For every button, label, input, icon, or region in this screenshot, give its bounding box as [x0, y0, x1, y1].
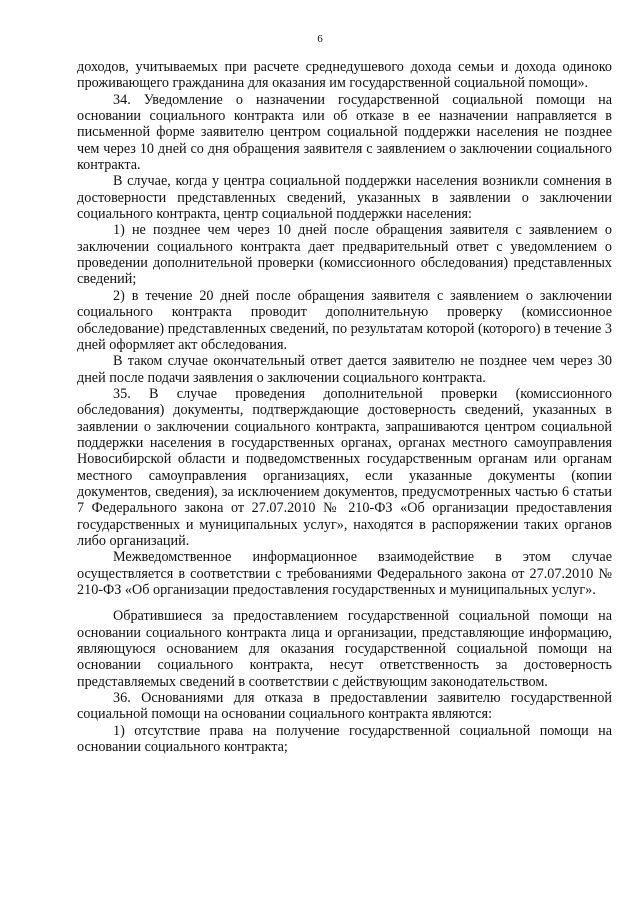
- page-number: 6: [317, 33, 323, 45]
- paragraph: доходов, учитываемых при расчете среднедушевого дохода семьи и дохода одиноко проживающего гражданина для оказания им государственной социальной помощи».: [77, 59, 612, 92]
- paragraph: В таком случае окончательный ответ дается заявителю не позднее чем через 30 дней после подачи заявления о заключении социального контракта.: [77, 353, 612, 386]
- paragraph: В случае, когда у центра социальной поддержки населения возникли сомнения в достоверности представленных сведений, указанных в заявлении о заключении социального контракта, центр социальной поддержки населения:: [77, 173, 612, 223]
- paragraph: 35. В случае проведения дополнительной проверки (комиссионного обследования) документы, подтверждающие достоверность сведений, указанных в заявлении о заключении социального контракта, запрашиваются центром социальной поддержки населения в государственных органах, органах местного самоуправления Новосибирской области и подведомственных государственным органам или органам местного самоуправления организациях, если указанные документы (копии документов, сведения), за исключением документов, предусмотренных частью 6 статьи 7 Федерального закона от 27.07.2010 № 210-ФЗ «Об организации предоставления государственных и муниципальных услуг», находятся в распоряжении таких органов либо организаций.: [77, 385, 612, 549]
- paragraph: Обратившиеся за предоставлением государственной социальной помощи на основании социального контракта лица и организации, представляющие информацию, являющуюся основанием для оказания государственной социальной помощи на основании социального контракта, несут ответственность за достоверность представляемых сведений в соответствии с действующим законодательством.: [77, 608, 612, 690]
- document-body: [77, 59, 612, 755]
- paragraph: 2) в течение 20 дней после обращения заявителя с заявлением о заключении социального контракта проводит дополнительную проверку (комиссионное обследование) представленных сведений, по результатам которой (которого) в течение 3 дней оформляет акт обследования.: [77, 287, 612, 353]
- paragraph: 36. Основаниями для отказа в предоставлении заявителю государственной социальной помощи на основании социального контракта являются:: [77, 690, 612, 723]
- paragraph: 34. Уведомление о назначении государственной социальной помощи на основании социального контракта или об отказе в ее назначении направляется в письменной форме заявителю центром социальной поддержки населения не позднее чем через 10 дней со дня обращения заявителя с заявлением о заключении социального контракта.: [77, 91, 612, 174]
- paragraph: Межведомственное информационное взаимодействие в этом случае осуществляется в соответствии с требованиями Федерального закона от 27.07.2010 № 210-ФЗ «Об организации предоставления государственных и муниципальных услуг».: [77, 549, 612, 598]
- paragraph: 1) не позднее чем через 10 дней после обращения заявителя с заявлением о заключении социального контракта дает предварительный ответ с уведомлением о проведении дополнительной проверки (комиссионного обследования) представленных сведений;: [77, 222, 612, 288]
- paragraph: 1) отсутствие права на получение государственной социальной помощи на основании социального контракта;: [77, 722, 612, 756]
